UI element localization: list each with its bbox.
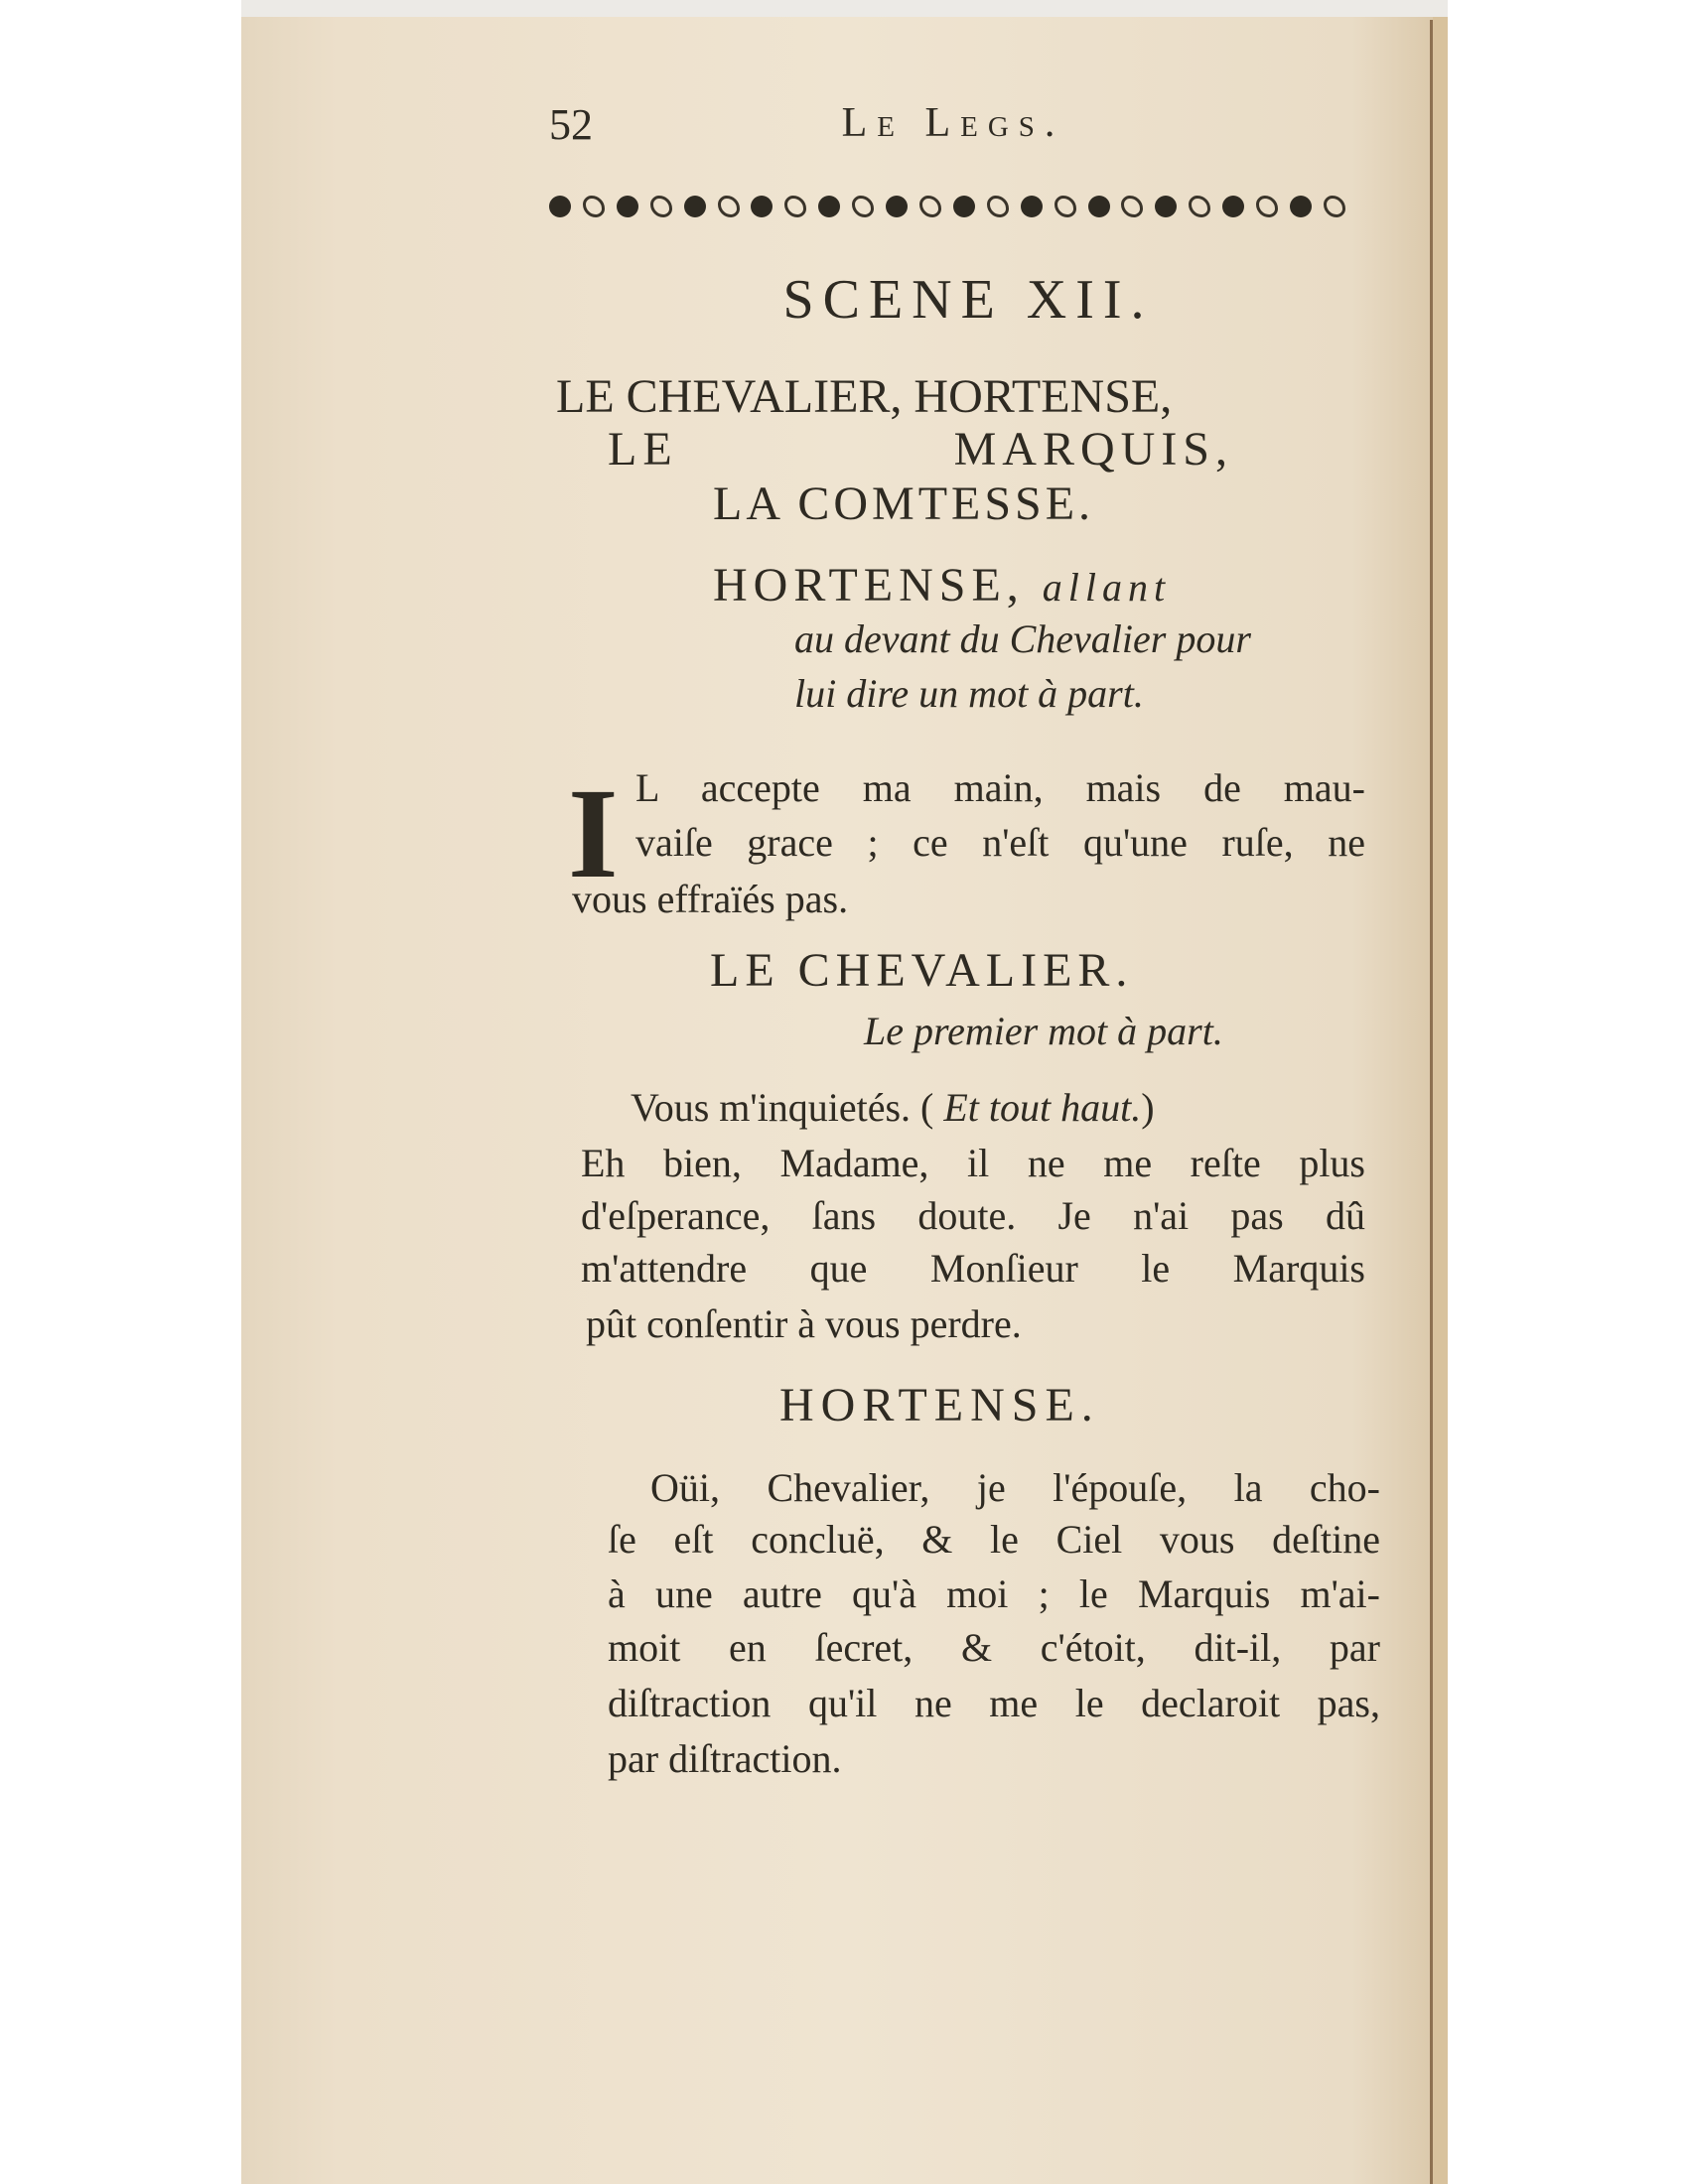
drop-cap: I [568, 762, 619, 905]
cast-line: LE CHEVALIER, HORTENSE, [556, 370, 1173, 423]
text-line: moit en ſecret, & c'étoit, dit-il, par [608, 1625, 1380, 1670]
speaker-name: LE CHEVALIER. [710, 944, 1134, 997]
ornament-band-icon [549, 187, 1345, 226]
text-line: Oüi, Chevalier, je l'épouſe, la cho- [650, 1465, 1380, 1510]
text-line: pût conſentir à vous perdre. [586, 1301, 1022, 1346]
speaker-name: HORTENSE. [779, 1379, 1100, 1432]
text-line: ſe eſt concluë, & le Ciel vous deſtine [608, 1517, 1380, 1562]
stage-direction: Et tout haut. [943, 1085, 1142, 1130]
stage-direction: au devant du Chevalier pour [794, 616, 1251, 661]
scan-top-strip [241, 0, 1448, 17]
page-edge [1433, 17, 1448, 2184]
text-line: d'eſperance, ſans doute. Je n'ai pas dû [581, 1193, 1365, 1238]
text-line: Eh bien, Madame, il ne me reſte plus [581, 1141, 1365, 1185]
text-line: vous effraïés pas. [572, 877, 849, 921]
page-number: 52 [549, 100, 593, 149]
text-line: m'attendre que Monſieur le Marquis [581, 1246, 1365, 1291]
text-line: Vous m'inquietés. ( Et tout haut.) [631, 1085, 1155, 1130]
stage-direction: allant [1042, 565, 1172, 610]
text-line: vaiſe grace ; ce n'eſt qu'une ruſe, ne [635, 820, 1365, 865]
stage-direction: lui dire un mot à part. [794, 671, 1144, 716]
cast-line: LA COMTESSE. [713, 478, 1095, 530]
stage-direction: Le premier mot à part. [864, 1009, 1223, 1053]
scene-title: SCENE XII. [782, 269, 1154, 331]
cast-line: LE MARQUIS, [608, 423, 1233, 476]
text-line: diſtraction qu'il ne me le declaroit pas, [608, 1681, 1380, 1725]
gutter-line [1430, 20, 1433, 2184]
text-line: par diſtraction. [608, 1736, 842, 1781]
speaker-name: HORTENSE, allant [713, 559, 1172, 612]
text-line: à une autre qu'à moi ; le Marquis m'ai- [608, 1571, 1380, 1616]
running-head: Le Legs. [841, 100, 1065, 146]
text-line: L accepte ma main, mais de mau- [635, 765, 1365, 810]
